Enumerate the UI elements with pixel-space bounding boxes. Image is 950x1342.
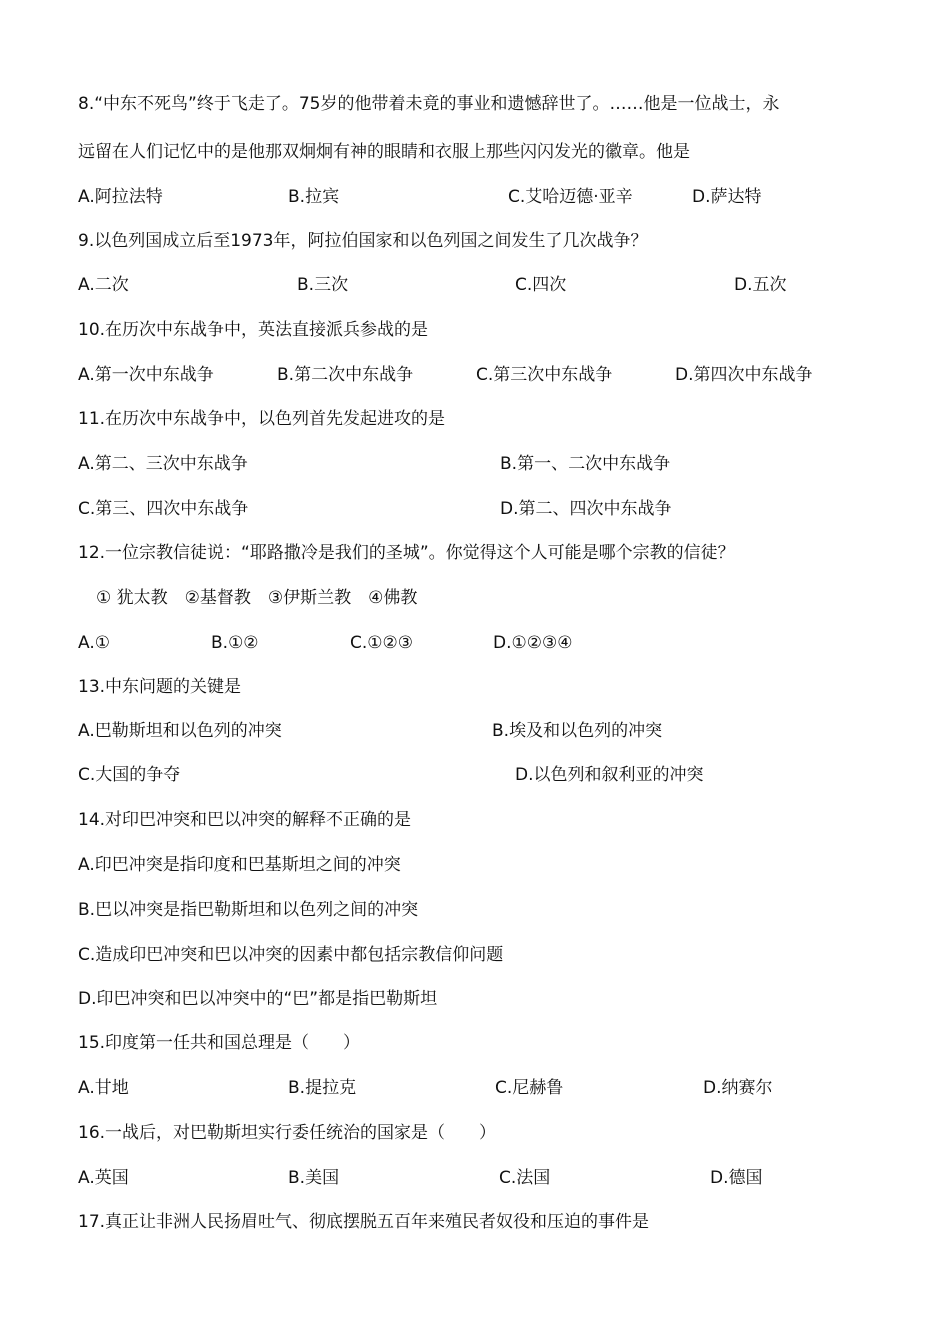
q12-items: ① 犹太教 ②基督教 ③伊斯兰教 ④佛教: [96, 588, 418, 608]
q9-option-c: C.四次: [515, 275, 567, 295]
q8-option-d: D.萨达特: [692, 187, 762, 207]
q13-option-b: B.埃及和以色列的冲突: [492, 721, 663, 741]
q14-option-b: B.巴以冲突是指巴勒斯坦和以色列之间的冲突: [78, 900, 419, 920]
q11-option-c: C.第三、四次中东战争: [78, 499, 249, 519]
q9-option-a: A.二次: [78, 275, 129, 295]
q12-option-b: B.①②: [211, 633, 259, 653]
q15-option-c: C.尼赫鲁: [495, 1078, 564, 1098]
q12-stem: 12.一位宗教信徒说：“耶路撒冷是我们的圣城”。你觉得这个人可能是哪个宗教的信徒？: [78, 543, 735, 563]
q13-option-c: C.大国的争夺: [78, 765, 181, 785]
q12-option-d: D.①②③④: [493, 633, 573, 653]
q8-option-b: B.拉宾: [288, 187, 340, 207]
q16-option-a: A.英国: [78, 1168, 129, 1188]
q10-option-c: C.第三次中东战争: [476, 365, 613, 385]
q8-stem-line-1: 8.“中东不死鸟”终于飞走了。75岁的他带着未竟的事业和遗憾辞世了。……他是一位战士，永: [78, 94, 780, 114]
q10-option-d: D.第四次中东战争: [675, 365, 813, 385]
q13-stem: 13.中东问题的关键是: [78, 677, 242, 697]
q13-option-a: A.巴勒斯坦和以色列的冲突: [78, 721, 282, 741]
q11-option-d: D.第二、四次中东战争: [500, 499, 672, 519]
q11-stem: 11.在历次中东战争中，以色列首先发起进攻的是: [78, 409, 446, 429]
q17-stem: 17.真正让非洲人民扬眉吐气、彻底摆脱五百年来殖民者奴役和压迫的事件是: [78, 1212, 650, 1232]
q14-option-a: A.印巴冲突是指印度和巴基斯坦之间的冲突: [78, 855, 401, 875]
q11-option-a: A.第二、三次中东战争: [78, 454, 248, 474]
q8-stem-line-2: 远留在人们记忆中的是他那双炯炯有神的眼睛和衣服上那些闪闪发光的徽章。他是: [78, 142, 690, 162]
q16-option-d: D.德国: [710, 1168, 763, 1188]
q13-option-d: D.以色列和叙利亚的冲突: [515, 765, 704, 785]
q15-option-d: D.纳赛尔: [703, 1078, 773, 1098]
q15-stem: 15.印度第一任共和国总理是（ ）: [78, 1033, 361, 1053]
q8-option-a: A.阿拉法特: [78, 187, 163, 207]
q15-option-b: B.提拉克: [288, 1078, 357, 1098]
q12-option-c: C.①②③: [350, 633, 413, 653]
q9-option-b: B.三次: [297, 275, 349, 295]
q10-option-a: A.第一次中东战争: [78, 365, 214, 385]
q14-option-c: C.造成印巴冲突和巴以冲突的因素中都包括宗教信仰问题: [78, 945, 504, 965]
q15-option-a: A.甘地: [78, 1078, 129, 1098]
q12-option-a: A.①: [78, 633, 110, 653]
q14-option-d: D.印巴冲突和巴以冲突中的“巴”都是指巴勒斯坦: [78, 989, 438, 1009]
q10-stem: 10.在历次中东战争中，英法直接派兵参战的是: [78, 320, 429, 340]
q16-option-c: C.法国: [499, 1168, 551, 1188]
q16-option-b: B.美国: [288, 1168, 340, 1188]
q9-option-d: D.五次: [734, 275, 787, 295]
q14-stem: 14.对印巴冲突和巴以冲突的解释不正确的是: [78, 810, 412, 830]
q11-option-b: B.第一、二次中东战争: [500, 454, 671, 474]
q16-stem: 16.一战后，对巴勒斯坦实行委任统治的国家是（ ）: [78, 1123, 497, 1143]
q8-option-c: C.艾哈迈德·亚辛: [508, 187, 633, 207]
q10-option-b: B.第二次中东战争: [277, 365, 414, 385]
q9-stem: 9.以色列国成立后至1973年，阿拉伯国家和以色列国之间发生了几次战争？: [78, 231, 648, 251]
